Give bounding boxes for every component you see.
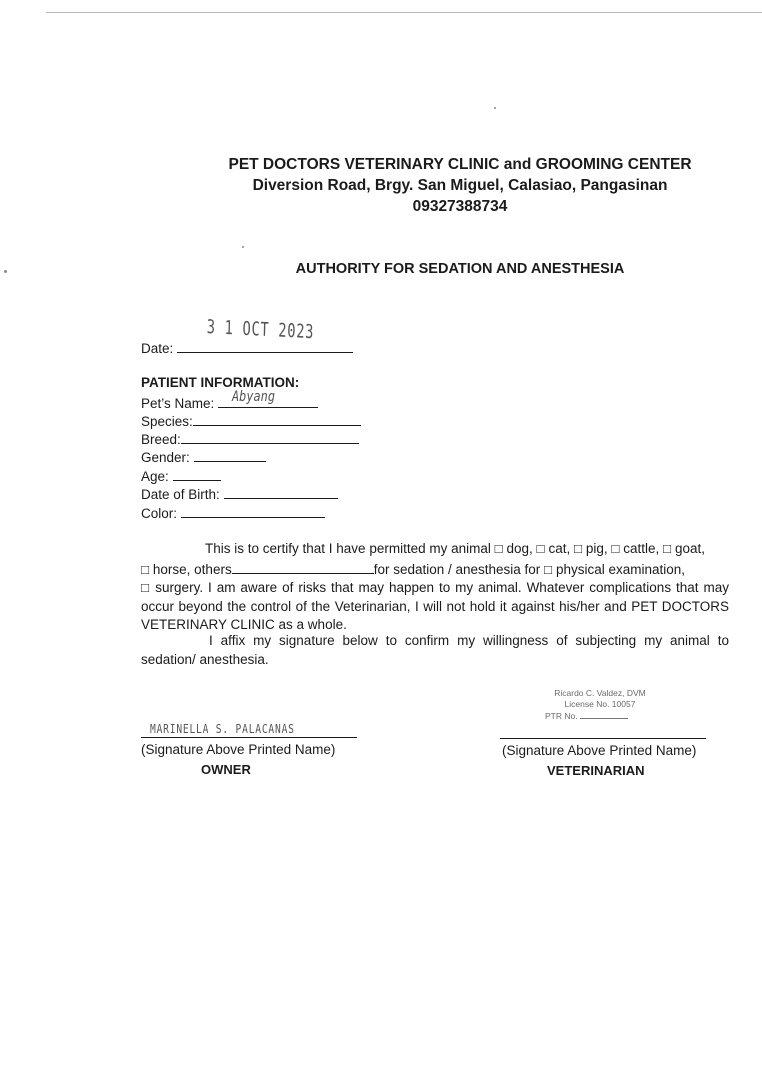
clinic-phone: 09327388734 (412, 198, 508, 215)
gender-field (141, 447, 266, 465)
species-field (141, 411, 361, 429)
vet-stamp-ptr-underline (580, 710, 628, 719)
vet-signature-line (500, 738, 706, 739)
age-label: Age: (141, 469, 169, 484)
color-label: Color: (141, 506, 178, 521)
breed-field (141, 429, 359, 447)
vet-stamp-name: Ricardo C. Valdez, DVM (554, 688, 646, 698)
color-field (141, 503, 325, 521)
pet-name-value: Abyang (232, 389, 275, 405)
date-underline (177, 338, 353, 353)
others-underline (232, 559, 374, 574)
age-underline (173, 466, 221, 481)
dob-label: Date of Birth: (141, 487, 220, 502)
consent-paragraph (141, 540, 729, 635)
date-label: Date: (141, 341, 174, 356)
affirm-text: I affix my signature below to confirm my willingness of subjecting my animal to sedation/ anesthesia. (141, 633, 729, 667)
pet-name-underline (218, 393, 318, 408)
pet-name-field (141, 393, 318, 411)
species-underline (193, 411, 361, 426)
vet-stamp (545, 688, 655, 722)
consent-line-2b: for sedation / anesthesia for □ physical examination, (373, 561, 686, 577)
owner-signature-line (141, 737, 357, 738)
owner-signature-name: MARINELLA S. PALACANAS (150, 722, 295, 736)
vet-role: VETERINARIAN (547, 763, 645, 778)
pet-name-label: Pet’s Name: (141, 396, 215, 411)
age-field (141, 466, 221, 484)
species-label: Species: (141, 414, 193, 429)
dob-underline (224, 484, 338, 499)
consent-line-2a: □ horse, others (141, 561, 232, 577)
date-stamp-value: 3 1 OCT 2023 (206, 316, 315, 344)
form-title: AUTHORITY FOR SEDATION AND ANESTHESIA (295, 261, 625, 277)
gender-underline (194, 447, 266, 462)
owner-signature-caption: (Signature Above Printed Name) (141, 742, 336, 757)
breed-underline (181, 429, 359, 444)
scan-speck (242, 246, 244, 248)
affirm-paragraph (141, 632, 729, 669)
scan-speck (494, 107, 496, 109)
scan-speck (4, 270, 7, 273)
vet-signature-caption: (Signature Above Printed Name) (502, 743, 697, 758)
owner-role: OWNER (201, 762, 251, 777)
scan-edge-line (46, 12, 762, 13)
date-field (141, 338, 353, 356)
consent-line-1: This is to certify that I have permitted my animal □ dog, □ cat, □ pig, □ cattle, □ goat, (205, 541, 705, 556)
clinic-name: PET DOCTORS VETERINARY CLINIC and GROOMING CENTER (228, 156, 692, 173)
patient-info-heading: PATIENT INFORMATION: (141, 375, 300, 390)
gender-label: Gender: (141, 450, 190, 465)
vet-stamp-ptr-label: PTR No. (545, 711, 578, 721)
vet-stamp-license: License No. 10057 (564, 699, 636, 709)
consent-rest: □ surgery. I am aware of risks that may happen to my animal. Whatever complications that may occur beyond the control of the Veterinarian, I will not hold it against his/her and PET DOCTORS VETERINARY CLINIC as a whole. (141, 580, 729, 632)
clinic-address: Diversion Road, Brgy. San Miguel, Calasiao, Pangasinan (252, 177, 668, 194)
dob-field (141, 484, 338, 502)
color-underline (181, 503, 325, 518)
breed-label: Breed: (141, 432, 181, 447)
